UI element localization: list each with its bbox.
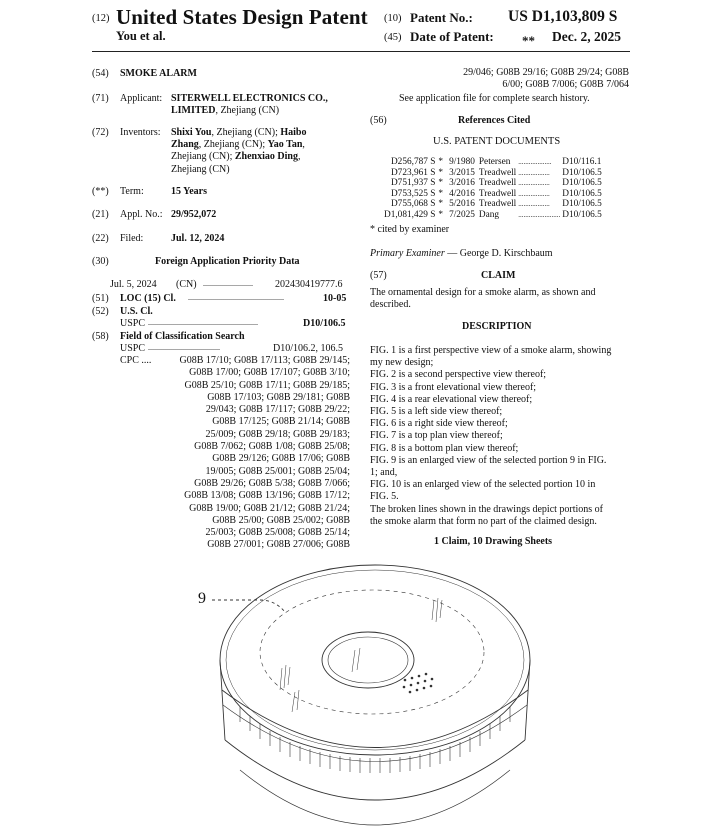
ref-number: D723,961 S [390, 167, 436, 178]
desc-line: FIG. 2 is a second perspective view thereof; [370, 369, 547, 381]
ref-dots: ........................ [518, 210, 561, 219]
field-uspc-dots: .................................... [148, 343, 220, 352]
ref-name: Treadwell [478, 167, 517, 178]
loc-dots: ................................................ [188, 293, 284, 302]
cpc-line: G08B 25/00; G08B 25/002; G08B [212, 514, 350, 526]
cpc-line: G08B 29/26; G08B 5/38; G08B 7/066; [194, 477, 350, 489]
applicant-label: Applicant: [120, 93, 163, 104]
cpc-line: G08B 13/08; G08B 13/196; G08B 17/12; [184, 490, 350, 502]
ref-class: D10/106.5 [562, 199, 602, 209]
center-button [322, 632, 414, 688]
design-title: SMOKE ALARM [120, 68, 197, 79]
inventors-list: Shixi You, Zhejiang (CN); Haibo Zhang, Zhejiang (CN); Yao Tan, Zhejiang (CN); Zhenxiao Ding, Zhejiang (CN) [171, 127, 307, 175]
desc-line: my new design; [370, 357, 434, 369]
desc-line: FIG. 9 is an enlarged view of the selected portion 9 in FIG. [370, 454, 607, 466]
cpc-line: G08B 25/10; G08B 17/11; G08B 29/185; [184, 379, 350, 391]
ref-dots: ................... [518, 158, 552, 166]
field-cpc-label: CPC .... [120, 355, 152, 366]
desc-line: the smoke alarm that form no part of the claimed design. [370, 515, 597, 527]
patent-no-label: Patent No.: [410, 10, 473, 25]
ref-date: 3/2015 [449, 167, 475, 178]
band-bottom [225, 740, 525, 800]
inventors-label: Inventors: [120, 127, 161, 138]
ref-class: D10/106.5 [562, 188, 602, 199]
appl-number: 29/952,072 [171, 209, 217, 220]
inventors-code: (72) [92, 127, 109, 138]
ref-class: D10/106.5 [562, 167, 602, 178]
desc-line: FIG. 4 is a rear elevational view thereof; [370, 393, 533, 405]
dashed-ring [260, 590, 484, 714]
ref-star: * [438, 209, 444, 220]
examiner-name: — George D. Kirschbaum [444, 248, 553, 259]
inventor-short: You et al. [116, 29, 166, 43]
ref-dots: .................. [518, 189, 550, 198]
cpc-cont-line: 29/046; G08B 29/16; G08B 29/24; G08B [463, 67, 629, 78]
top-rim [220, 565, 530, 755]
cpc-line: 19/005; G08B 25/001; G08B 25/04; [205, 465, 350, 477]
ref-class: D10/116.1 [562, 157, 602, 167]
ref-number: D753,525 S [390, 188, 436, 199]
figure-ref-label: 9 [198, 590, 206, 607]
date-mark: ** [522, 33, 535, 48]
cpc-line: G08B 17/103; G08B 29/181; G08B [207, 391, 350, 403]
ref-date: 3/2016 [449, 178, 475, 188]
ref-date: 9/1980 [449, 157, 475, 167]
appl-label: Appl. No.: [120, 209, 163, 220]
term-value: 15 Years [171, 186, 208, 197]
desc-line: FIG. 7 is a top plan view thereof; [370, 430, 503, 442]
desc-line: FIG. 3 is a front elevational view thereof; [370, 381, 537, 393]
ref-class: D10/106.5 [562, 178, 602, 188]
ref-dots: .................. [518, 168, 550, 177]
band-top [222, 690, 528, 748]
desc-line: FIG. 5. [370, 491, 399, 503]
ref-name: Treadwell [478, 199, 517, 209]
cpc-line: 29/043; G08B 17/117; G08B 29/22; [205, 404, 350, 416]
loc-label: LOC (15) Cl. [120, 293, 176, 304]
ref-number: D256,787 S [390, 157, 436, 167]
cpc-line: 25/009; G08B 29/18; G08B 29/183; [205, 428, 350, 440]
description-title: DESCRIPTION [462, 321, 532, 332]
ref-star: * [438, 199, 444, 209]
leader-line [212, 600, 285, 612]
ref-date: 4/2016 [449, 188, 475, 199]
cpc-line: G08B 19/00; G08B 21/12; G08B 21/24; [189, 502, 350, 514]
cpc-cont-line: 6/00; G08B 7/006; G08B 7/064 [502, 79, 629, 91]
ref-star: * [438, 178, 444, 188]
refs-code: (56) [370, 115, 387, 126]
grille-slots [240, 707, 510, 773]
ref-star: * [438, 188, 444, 199]
date-label: Date of Patent: [410, 29, 494, 44]
ref-class: D10/106.5 [562, 209, 602, 220]
ref-number: D755,068 S [390, 199, 436, 209]
cited-note: * cited by examiner [370, 224, 450, 235]
cpc-line: G08B 17/10; G08B 17/113; G08B 29/145; [179, 355, 350, 366]
term-label: Term: [120, 186, 144, 197]
field-uspc-value: D10/106.2, 106.5 [273, 343, 343, 354]
see-application-note: See application file for complete search history. [399, 93, 590, 104]
applicant-name-2: LIMITED, Zhejiang (CN) [171, 105, 280, 116]
claim-code: (57) [370, 270, 387, 281]
cpc-line: G08B 17/00; G08B 17/107; G08B 3/10; [189, 367, 350, 379]
cpc-line: G08B 27/001; G08B 27/006; G08B [207, 539, 350, 551]
desc-line: FIG. 10 is an enlarged view of the selected portion 10 in [370, 479, 596, 491]
ref-date: 7/2025 [449, 209, 475, 220]
patent-date: Dec. 2, 2025 [552, 29, 621, 44]
desc-line: FIG. 5 is a left side view thereof; [370, 406, 503, 418]
right-wall [525, 660, 530, 740]
ref-date: 5/2016 [449, 199, 475, 209]
ref-star: * [438, 157, 444, 167]
foreign-date: Jul. 5, 2024 [110, 279, 157, 290]
uscl-value: D10/106.5 [303, 318, 346, 329]
ref-name: Dang [478, 209, 500, 220]
foreign-number: 202430419777.6 [275, 279, 343, 290]
filed-date: Jul. 12, 2024 [171, 233, 225, 244]
loc-code: (51) [92, 293, 109, 304]
field-uspc-label: USPC [120, 343, 146, 354]
examiner-label: Primary Examiner [370, 248, 445, 259]
cpc-line: G08B 7/062; G08B 1/08; G08B 25/08; [194, 441, 350, 453]
refs-title: References Cited [458, 115, 531, 126]
uscl-label: U.S. Cl. [120, 306, 153, 317]
ref-number: D1,081,429 S [384, 209, 436, 220]
ref-dots: .................. [518, 179, 550, 187]
foreign-country: (CN) [176, 279, 197, 290]
uscl-sub: USPC [120, 318, 146, 329]
kind-code: (12) [92, 13, 110, 24]
appl-code: (21) [92, 209, 109, 220]
shading-marks [280, 598, 442, 712]
ref-name: Petersen [478, 157, 511, 167]
patent-type-title: United States Design Patent [116, 5, 368, 29]
term-code: (**) [92, 186, 109, 197]
filed-code: (22) [92, 233, 109, 244]
cpc-line: 25/003; G08B 25/008; G08B 25/14; [205, 527, 350, 539]
desc-line: FIG. 8 is a bottom plan view thereof; [370, 442, 519, 454]
field-label: Field of Classification Search [120, 331, 245, 342]
uscl-code: (52) [92, 306, 109, 317]
applicant-name-1: SITERWELL ELECTRONICS CO., [171, 93, 328, 104]
ref-star: * [438, 167, 444, 178]
claim-text: The ornamental design for a smoke alarm, as shown and described. [370, 287, 596, 311]
uscl-dots: ....................................................... [148, 318, 258, 327]
patent-number: US D1,103,809 S [508, 8, 618, 25]
desc-line: FIG. 1 is a first perspective view of a smoke alarm, showing [370, 345, 612, 356]
foreign-dots: ......................... [203, 279, 253, 288]
claims-summary: 1 Claim, 10 Drawing Sheets [434, 536, 553, 547]
applicant-code: (71) [92, 93, 109, 104]
ref-name: Treadwell [478, 188, 517, 199]
filed-label: Filed: [120, 233, 144, 244]
claim-title: CLAIM [481, 270, 516, 281]
desc-line: FIG. 6 is a right side view thereof; [370, 418, 508, 430]
field-code: (58) [92, 331, 109, 342]
date-code: (45) [384, 32, 402, 43]
foreign-code: (30) [92, 256, 109, 267]
cpc-line: G08B 29/126; G08B 17/06; G08B [212, 453, 350, 465]
us-docs-heading: U.S. PATENT DOCUMENTS [433, 136, 561, 147]
loc-value: 10-05 [323, 293, 347, 304]
speaker-holes [403, 673, 434, 694]
ref-dots: .................. [518, 200, 550, 208]
ref-number: D751,937 S [390, 178, 436, 188]
patent-no-code: (10) [384, 13, 402, 24]
desc-line: The broken lines shown in the drawings depict portions of [370, 503, 604, 515]
title-code: (54) [92, 68, 109, 79]
ref-name: Treadwell [478, 178, 517, 188]
foreign-title: Foreign Application Priority Data [155, 256, 300, 267]
desc-line: 1; and, [370, 467, 398, 479]
left-wall [220, 660, 225, 740]
cpc-line: G08B 17/125; G08B 21/14; G08B [212, 416, 350, 428]
